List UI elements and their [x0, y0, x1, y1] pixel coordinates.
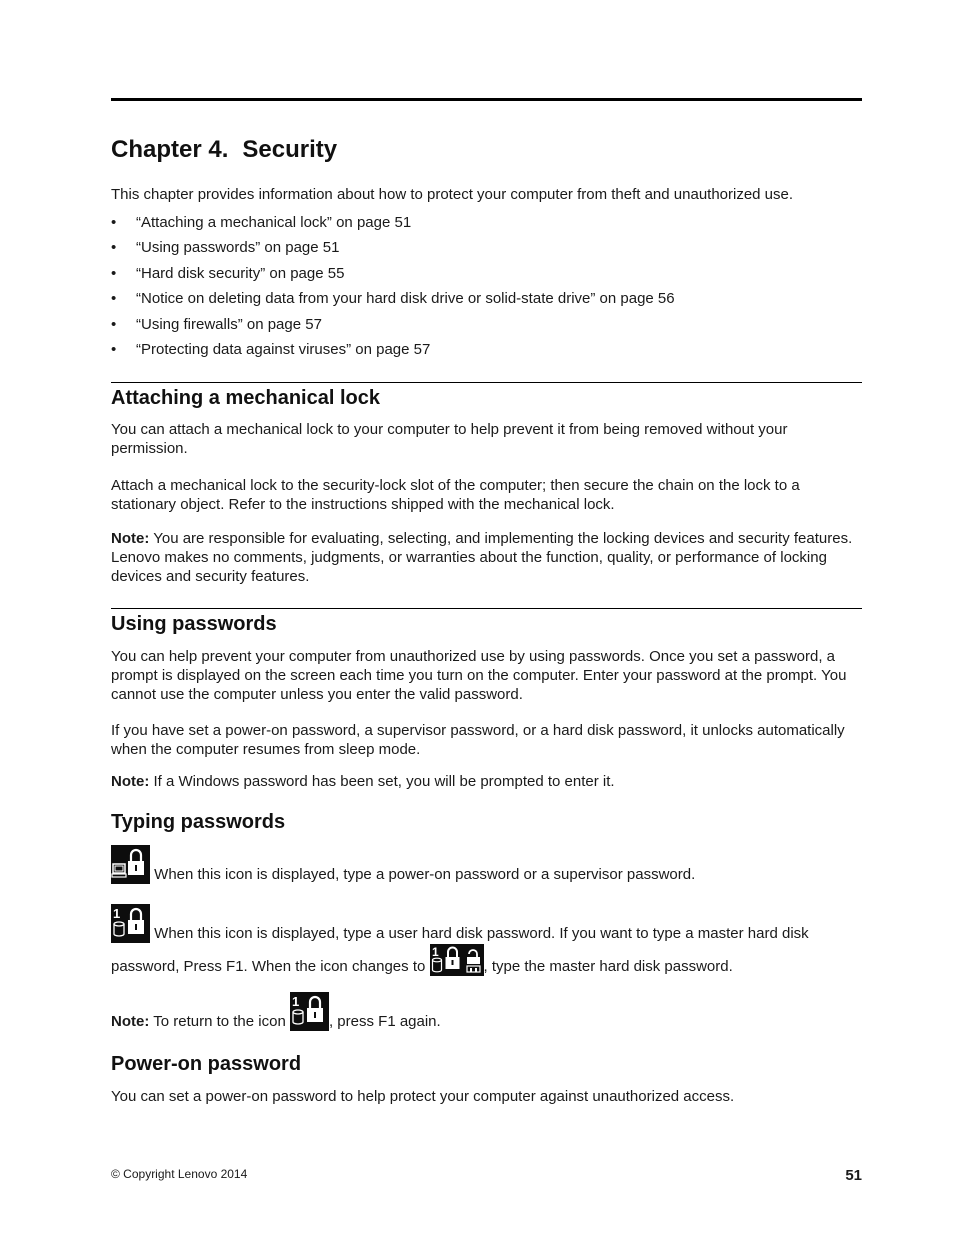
- section-heading-mechanical-lock: Attaching a mechanical lock: [111, 387, 380, 409]
- poweron-paragraph-1: You can set a power-on password to help protect your computer against unauthorized access.: [111, 1088, 735, 1105]
- note-label: Note:: [111, 1013, 150, 1030]
- bullet: •: [111, 214, 117, 231]
- passwords-note: [111, 772, 862, 791]
- toc-link[interactable]: “Attaching a mechanical lock” on page 51: [136, 214, 412, 231]
- note-text: To return to the icon: [149, 1013, 290, 1030]
- bullet: •: [111, 290, 117, 308]
- svg-text:1: 1: [431, 945, 439, 959]
- toc-link[interactable]: “Hard disk security” on page 55: [136, 264, 345, 282]
- lock-paragraph-1: You can attach a mechanical lock to your computer to help prevent it from being removed without your permission.: [111, 421, 788, 457]
- chapter-name: Security: [242, 136, 338, 163]
- typing-text: password, Press F1. When the icon changes to: [111, 958, 430, 975]
- note-label: Note:: [111, 530, 150, 547]
- section-heading-using-passwords: Using passwords: [111, 613, 277, 635]
- section-heading-power-on-password: Power-on password: [111, 1053, 302, 1075]
- typing-line-user-hdd: [111, 904, 862, 943]
- toc-item[interactable]: [111, 315, 675, 340]
- bullet: •: [111, 239, 117, 257]
- toc-link[interactable]: “Notice on deleting data from your hard disk drive or solid-state drive” on page 56: [136, 290, 675, 308]
- chapter-title: [111, 136, 337, 164]
- lock-paragraph-2: Attach a mechanical lock to the security-lock slot of the computer; then secure the chain on the lock to a stationary object. Refer to the instructions shipped with the mechanical lock.: [111, 477, 800, 513]
- passwords-paragraph-1: You can help prevent your computer from unauthorized use by using passwords. Once you set a password, a prompt is displayed on the screen each time you turn on the computer. Enter your password at the prompt. You cannot use the computer unless you enter the valid password.: [111, 648, 847, 703]
- note-text: You are responsible for evaluating, selecting, and implementing the locking devices and security features. Lenovo makes no comments, judgments, or warranties about the function, quality, or performance of locking devices and security features.: [111, 530, 853, 585]
- hard-disk-1-lock-master-icon: [430, 944, 484, 976]
- bullet: •: [111, 315, 117, 333]
- passwords-paragraph-2: If you have set a power-on password, a supervisor password, or a hard disk password, it unlocks automatically when the computer resumes from sleep mode.: [111, 722, 845, 758]
- typing-text: When this icon is displayed, type a user hard disk password. If you want to type a master hard disk: [150, 925, 809, 942]
- toc-link[interactable]: “Using firewalls” on page 57: [136, 315, 322, 333]
- toc-link[interactable]: “Using passwords” on page 51: [136, 239, 340, 257]
- hard-disk-1-lock-icon: [290, 992, 329, 1031]
- toc-item[interactable]: [111, 238, 675, 263]
- typing-note: [111, 992, 862, 1031]
- section-rule: [111, 608, 862, 609]
- footer-page-number: 51: [845, 1167, 862, 1184]
- svg-text:1: 1: [291, 994, 300, 1009]
- section-rule: [111, 382, 862, 383]
- chapter-toc-list: [111, 213, 675, 365]
- lock-note: [111, 529, 862, 586]
- note-text: If a Windows password has been set, you will be prompted to enter it.: [149, 773, 615, 790]
- section-heading-typing-passwords: Typing passwords: [111, 811, 286, 833]
- toc-item[interactable]: [111, 213, 675, 238]
- computer-lock-icon: [111, 845, 150, 884]
- toc-item[interactable]: [111, 340, 675, 365]
- typing-line-power-on: [111, 845, 862, 884]
- chapter-number: Chapter 4.: [111, 136, 229, 163]
- hard-disk-1-lock-icon: [111, 904, 150, 943]
- toc-item[interactable]: [111, 289, 675, 314]
- footer-copyright: © Copyright Lenovo 2014: [111, 1167, 248, 1181]
- typing-line-master-hdd: [111, 944, 862, 976]
- toc-link[interactable]: “Protecting data against viruses” on page 57: [136, 340, 431, 358]
- svg-text:1: 1: [113, 906, 121, 921]
- bullet: •: [111, 340, 117, 358]
- note-text: , press F1 again.: [328, 1013, 441, 1030]
- typing-text: , type the master hard disk password.: [483, 958, 733, 975]
- chapter-rule: [111, 98, 862, 101]
- chapter-intro: This chapter provides information about how to protect your computer from theft and unauthorized use.: [111, 186, 794, 203]
- bullet: •: [111, 264, 117, 282]
- note-label: Note:: [111, 773, 150, 790]
- typing-text: When this icon is displayed, type a power-on password or a supervisor password.: [150, 866, 696, 883]
- toc-item[interactable]: [111, 264, 675, 289]
